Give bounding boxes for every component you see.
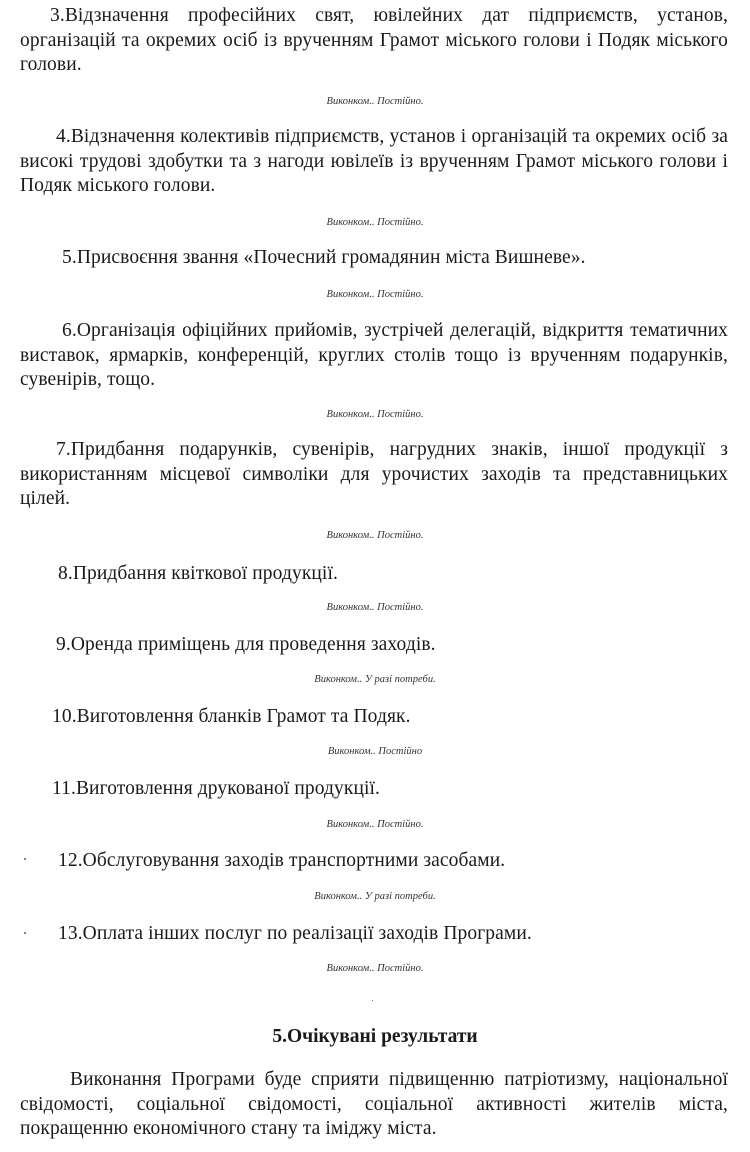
item-8-note: Виконком.. Постійно. bbox=[326, 602, 424, 613]
list-item-4: 4.Відзначення колективів підприємств, установ і організацій та окремих осіб за високі трудові здобутки та з нагоди ювілеїв із врученням Грамот міського голови і Подяк міського голови. bbox=[20, 126, 728, 196]
list-item-13: 13.Оплата інших послуг по реалізації заходів Програми. bbox=[58, 923, 532, 944]
section-heading: 5.Очікувані результати bbox=[272, 1026, 478, 1047]
list-item-3: 3.Відзначення професійних свят, ювілейних дат підприємств, установ, організацій та окремих осіб із врученням Грамот міського голови і Подяк міського голови. bbox=[20, 5, 728, 75]
item-12-note: Виконком.. У разі потреби. bbox=[314, 891, 436, 902]
list-item-11: 11.Виготовлення друкованої продукції. bbox=[52, 778, 381, 799]
item-5-note: Виконком.. Постійно. bbox=[326, 289, 424, 300]
item-3-note: Виконком.. Постійно. bbox=[326, 96, 424, 107]
item-10-note: Виконком.. Постійно bbox=[327, 746, 423, 757]
item-9-note: Виконком.. У разі потреби. bbox=[314, 674, 436, 685]
item-11-note: Виконком.. Постійно. bbox=[326, 819, 424, 830]
list-item-7: 7.Придбання подарунків, сувенірів, нагрудних знаків, іншої продукції з використанням місцевої символіки для урочистих заходів та представницьких цілей. bbox=[20, 439, 728, 509]
scan-speck bbox=[24, 932, 26, 934]
list-item-8: 8.Придбання квіткової продукції. bbox=[58, 563, 338, 584]
scan-speck bbox=[372, 1000, 373, 1001]
list-item-12: 12.Обслуговування заходів транспортними засобами. bbox=[58, 850, 506, 871]
scan-speck bbox=[24, 858, 26, 860]
item-7-note: Виконком.. Постійно. bbox=[326, 530, 424, 541]
section-paragraph: Виконання Програми буде сприяти підвищенню патріотизму, національної свідомості, соціальної свідомості, соціальної активності жителів міста, покращенню економічного стану та іміджу міста. bbox=[20, 1069, 728, 1139]
list-item-9: 9.Оренда приміщень для проведення заходів. bbox=[56, 634, 436, 655]
list-item-10: 10.Виготовлення бланків Грамот та Подяк. bbox=[52, 706, 411, 727]
item-4-note: Виконком.. Постійно. bbox=[326, 217, 424, 228]
list-item-5: 5.Присвоєння звання «Почесний громадянин міста Вишневе». bbox=[62, 247, 586, 268]
item-13-note: Виконком.. Постійно. bbox=[326, 963, 424, 974]
list-item-6: 6.Організація офіційних прийомів, зустрічей делегацій, відкриття тематичних виставок, ярмарків, конференцій, круглих столів тощо із врученням подарунків, сувенірів, тощо. bbox=[20, 320, 728, 390]
item-6-note: Виконком.. Постійно. bbox=[326, 409, 424, 420]
